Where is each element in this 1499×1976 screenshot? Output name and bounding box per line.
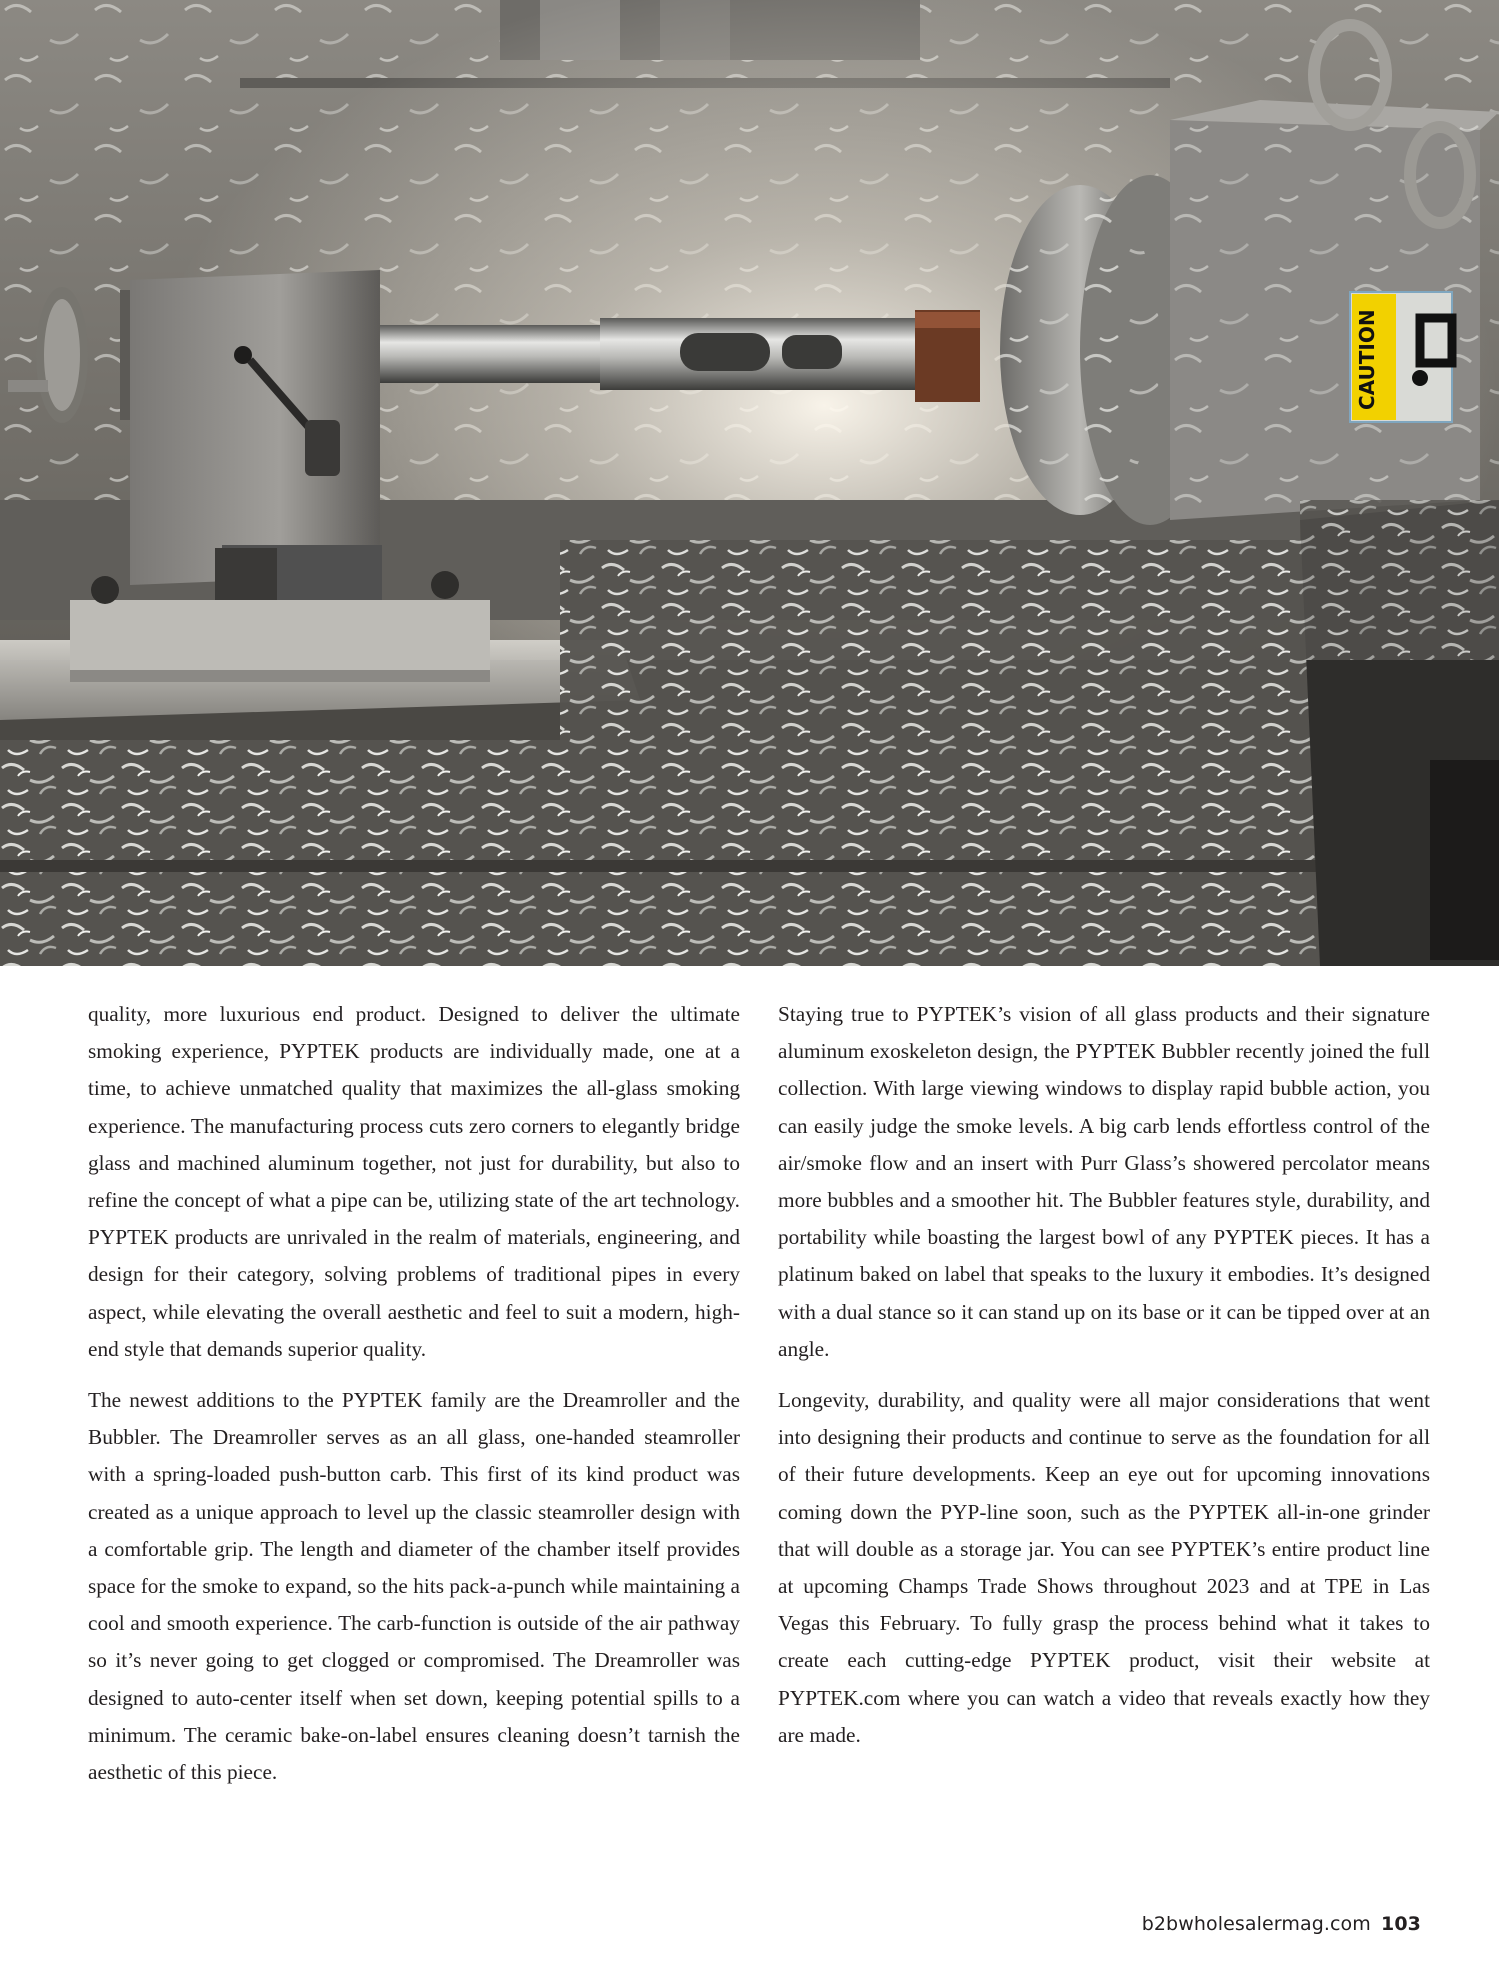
magazine-website: b2bwholesalermag.com xyxy=(1141,1913,1371,1935)
photo-illustration xyxy=(0,0,1499,966)
article-paragraph: Longevity, durability, and quality were all major considerations that went into designing their products and continue to serve as the foundation for all of their future developments. Keep an eye out for upcoming innovations coming down the PYP-line soon, such as the PYPTEK all-in-one grinder that will double as a storage jar. You can see PYPTEK’s entire product line at upcoming Champs Trade Shows throughout 2023 and at TPE in Las Vegas this February. To fully grasp the process behind what it takes to create each cutting-edge PYPTEK product, visit their website at PYPTEK.com where you can watch a video that reveals exactly how they are made. xyxy=(778,1388,1430,1747)
article-paragraph: Staying true to PYPTEK’s vision of all glass products and their signature aluminum exoskeleton design, the PYPTEK Bubbler recently joined the full collection. With large viewing windows to display rapid bubble action, you can easily judge the smoke levels. A big carb lends effortless control of the air/smoke flow and an insert with Purr Glass’s showered percolator means more bubbles and a smoother hit. The Bubbler features style, durability, and portability while boasting the largest bowl of any PYPTEK pieces. It has a platinum baked on label that speaks to the luxury it embodies. It’s designed with a dual stance so it can stand up on its base or it can be tipped over at an angle. xyxy=(778,1002,1430,1361)
page-number: 103 xyxy=(1381,1913,1421,1935)
page-folio xyxy=(1142,1913,1421,1935)
article-column-right xyxy=(778,996,1430,1768)
article-paragraph: quality, more luxurious end product. Designed to deliver the ultimate smoking experience, PYPTEK products are individually made, one at a time, to achieve unmatched quality that maximizes the all-glass smoking experience. The manufacturing process cuts zero corners to elegantly bridge glass and machined aluminum together, not just for durability, but also to refine the concept of what a pipe can be, utilizing state of the art technology. PYPTEK products are unrivaled in the realm of materials, engineering, and design for their category, solving problems of traditional pipes in every aspect, while elevating the overall aesthetic and feel to suit a modern, high-end style that demands superior quality. xyxy=(88,1002,740,1361)
caution-text: CAUTION xyxy=(1355,309,1379,410)
lathe-machining-photo xyxy=(0,0,1499,966)
caution-label xyxy=(1350,292,1452,422)
article-column-left xyxy=(88,996,740,1805)
article-paragraph: The newest additions to the PYPTEK family are the Dreamroller and the Bubbler. The Dreamroller serves as an all glass, one-handed steamroller with a spring-loaded push-button carb. This first of its kind product was created as a unique approach to level up the classic steamroller design with a comfortable grip. The length and diameter of the chamber itself provides space for the smoke to expand, so the hits pack-a-punch while maintaining a cool and smooth experience. The carb-function is outside of the air pathway so it’s never going to get clogged or compromised. The Dreamroller was designed to auto-center itself when set down, keeping potential spills to a minimum. The ceramic bake-on-label ensures cleaning doesn’t tarnish the aesthetic of this piece. xyxy=(88,1388,740,1785)
